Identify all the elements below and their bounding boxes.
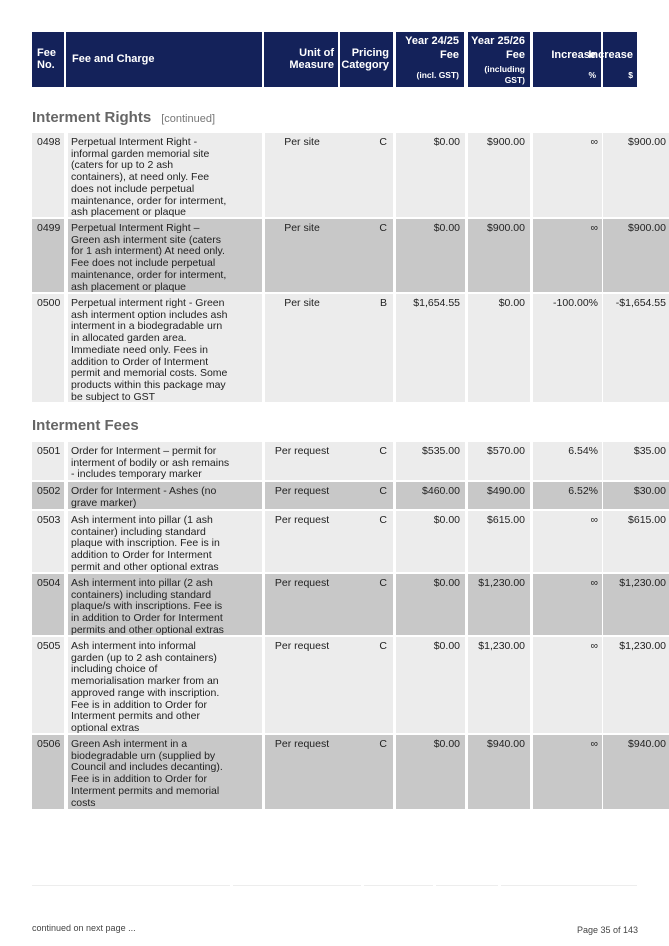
header-fee-no-line1: Fee	[37, 47, 56, 59]
increase-amt-cell: $1,230.00	[603, 637, 669, 733]
desc-line: ash placement or plaque	[71, 280, 186, 293]
unit-cell: Per site	[265, 294, 339, 402]
fee-2526-cell: $900.00	[468, 219, 530, 292]
desc-line: does not include perpetual	[71, 182, 195, 195]
unit-cell: Per request	[265, 574, 339, 635]
header-inc-pct-label: Increase	[551, 49, 596, 61]
table-row	[32, 294, 666, 403]
pricing-category-cell: C	[339, 133, 393, 217]
fee-2526-cell: $1,230.00	[468, 637, 530, 733]
fee-2425-cell: $0.00	[396, 735, 465, 809]
header-y2-top: Year 25/26	[471, 35, 525, 47]
desc-line: Perpetual interment right - Green	[71, 297, 225, 309]
header-inc-amt-sub: $	[628, 70, 633, 80]
unit-cell: Per request	[265, 511, 339, 572]
fee-description-cell	[68, 511, 262, 572]
unit-cell: Per site	[265, 219, 339, 292]
desc-line: interment in a biodegradable urn	[71, 320, 223, 333]
fee-2526-cell: $490.00	[468, 482, 530, 509]
fee-description-cell	[68, 219, 262, 292]
desc-line: Fee is in addition to Order for	[71, 773, 207, 786]
desc-line: maintenance, order for interment,	[71, 194, 227, 207]
fee-no-cell: 0501	[32, 442, 64, 480]
fee-no-cell: 0505	[32, 637, 64, 733]
unit-cell: Per request	[265, 442, 339, 480]
header-unit-line2: Measure	[289, 59, 334, 71]
footer-divider	[233, 885, 361, 886]
header-inc-amt-label: Increase	[588, 49, 633, 61]
desc-line: Interment permits and memorial	[71, 784, 220, 797]
desc-line: containers) including standard	[71, 588, 212, 601]
header-fee-charge	[66, 32, 262, 87]
section-title-text: Interment Fees	[32, 417, 139, 434]
header-fee-charge-label: Fee and Charge	[72, 53, 155, 65]
header-y2-mid: Fee	[506, 49, 525, 61]
fee-no-cell: 0499	[32, 219, 64, 292]
fee-description-cell	[68, 735, 262, 809]
desc-line: plaque/s with inscriptions. Fee is	[71, 600, 223, 613]
fee-2526-cell: $900.00	[468, 133, 530, 217]
fee-2425-cell: $0.00	[396, 574, 465, 635]
header-unit	[264, 32, 338, 87]
header-pricing	[340, 32, 393, 87]
fee-2425-cell: $0.00	[396, 133, 465, 217]
desc-line: permit and other optional extras	[71, 560, 219, 573]
fee-description-cell	[68, 294, 262, 402]
desc-line: grave marker)	[71, 496, 137, 509]
desc-line: Order for Interment – permit for	[71, 445, 217, 457]
desc-line: Fee does not include perpetual	[71, 257, 216, 270]
desc-line: products within this package may	[71, 378, 226, 391]
pricing-category-cell: C	[339, 482, 393, 509]
increase-pct-cell: 6.54%	[533, 442, 602, 480]
desc-line: container) including standard	[71, 525, 206, 538]
desc-line: Immediate need only. Fees in	[71, 343, 208, 356]
increase-amt-cell: -$1,654.55	[603, 294, 669, 402]
header-fee-no	[32, 32, 64, 87]
increase-amt-cell: $940.00	[603, 735, 669, 809]
desc-line: plaque with inscription. Fee is in	[71, 537, 220, 550]
header-fee-no-line2: No.	[37, 59, 55, 71]
fee-2425-cell: $0.00	[396, 219, 465, 292]
desc-line: Perpetual Interment Right –	[71, 222, 200, 234]
header-year-2425	[396, 32, 464, 87]
fee-description-cell	[68, 574, 262, 635]
desc-line: Ash interment into informal	[71, 640, 196, 652]
header-year-2526	[468, 32, 530, 87]
pricing-category-cell: C	[339, 219, 393, 292]
desc-line: Ash interment into pillar (1 ash	[71, 514, 213, 526]
desc-line: containers), at need only. Fee	[71, 171, 210, 184]
desc-line: interment of bodily or ash remains	[71, 456, 230, 469]
increase-amt-cell: $900.00	[603, 219, 669, 292]
pricing-category-cell: B	[339, 294, 393, 402]
desc-line: permit and memorial costs. Some	[71, 367, 228, 380]
header-pricing-line2: Category	[341, 59, 389, 71]
fee-description-cell	[68, 133, 262, 217]
desc-line: memorialisation marker from an	[71, 675, 219, 688]
increase-pct-cell: -100.00%	[533, 294, 602, 402]
fee-no-cell: 0502	[32, 482, 64, 509]
table-row	[32, 482, 666, 509]
increase-pct-cell: ∞	[533, 735, 602, 809]
unit-cell: Per site	[265, 133, 339, 217]
desc-line: Fee is in addition to Order for	[71, 698, 207, 711]
pricing-category-cell: C	[339, 511, 393, 572]
desc-line: including choice of	[71, 663, 158, 676]
header-y1-top: Year 24/25	[405, 35, 459, 47]
desc-line: (caters for up to 2 ash	[71, 159, 174, 172]
desc-line: biodegradable urn (supplied by	[71, 749, 216, 762]
section-continued: [continued]	[161, 113, 216, 125]
footer-divider	[501, 885, 637, 886]
footer-divider	[32, 885, 230, 886]
increase-amt-cell: $900.00	[603, 133, 669, 217]
desc-line: for 1 ash interment) At need only.	[71, 245, 225, 258]
increase-pct-cell: 6.52%	[533, 482, 602, 509]
fee-description-cell	[68, 442, 262, 480]
fee-2425-cell: $460.00	[396, 482, 465, 509]
fee-description-cell	[68, 482, 262, 509]
increase-amt-cell: $1,230.00	[603, 574, 669, 635]
desc-line: addition to Order for Interment	[71, 549, 212, 562]
pricing-category-cell: C	[339, 735, 393, 809]
table-row	[32, 574, 666, 636]
unit-cell: Per request	[265, 637, 339, 733]
desc-line: Green ash interment site (caters	[71, 233, 221, 246]
fee-2526-cell: $570.00	[468, 442, 530, 480]
increase-amt-cell: $30.00	[603, 482, 669, 509]
header-pricing-line1: Pricing	[351, 47, 389, 59]
pricing-category-cell: C	[339, 442, 393, 480]
table-row	[32, 511, 666, 573]
desc-line: Perpetual Interment Right -	[71, 136, 198, 148]
desc-line: Order for Interment - Ashes (no	[71, 485, 217, 497]
page-number: Page 35 of 143	[576, 925, 638, 935]
increase-pct-cell: ∞	[533, 574, 602, 635]
unit-cell: Per request	[265, 735, 339, 809]
section-title-interment-fees	[32, 417, 139, 434]
desc-line: be subject to GST	[71, 390, 156, 403]
fee-no-cell: 0504	[32, 574, 64, 635]
fee-no-cell: 0506	[32, 735, 64, 809]
desc-line: maintenance, order for interment,	[71, 268, 227, 281]
header-inc-pct-sub: %	[588, 70, 596, 80]
desc-line: garden (up to 2 ash containers)	[71, 651, 217, 664]
table-row	[32, 442, 666, 481]
fee-2425-cell: $0.00	[396, 637, 465, 733]
header-y1-sub: (incl. GST)	[416, 70, 459, 80]
desc-line: ash placement or plaque	[71, 206, 186, 219]
fee-2526-cell: $940.00	[468, 735, 530, 809]
desc-line: optional extras	[71, 721, 140, 734]
pricing-category-cell: C	[339, 574, 393, 635]
desc-line: Ash interment into pillar (2 ash	[71, 577, 213, 589]
header-y2-sub1: (including	[484, 64, 525, 74]
fee-2425-cell: $535.00	[396, 442, 465, 480]
pricing-category-cell: C	[339, 637, 393, 733]
fee-2526-cell: $615.00	[468, 511, 530, 572]
desc-line: informal garden memorial site	[71, 147, 210, 160]
unit-cell: Per request	[265, 482, 339, 509]
increase-amt-cell: $615.00	[603, 511, 669, 572]
fee-2526-cell: $0.00	[468, 294, 530, 402]
desc-line: approved range with inscription.	[71, 686, 220, 699]
increase-pct-cell: ∞	[533, 637, 602, 733]
desc-line: in addition to Order for Interment	[71, 612, 223, 625]
section-title-interment-rights	[32, 109, 215, 126]
header-unit-line1: Unit of	[299, 47, 334, 59]
footer-divider	[436, 885, 498, 886]
fee-description-cell	[68, 637, 262, 733]
increase-pct-cell: ∞	[533, 133, 602, 217]
header-increase-amt-col	[588, 32, 637, 87]
desc-line: Interment permits and other	[71, 710, 200, 723]
continued-note: continued on next page ...	[32, 923, 136, 933]
footer-divider	[364, 885, 433, 886]
desc-line: addition to Order of Interment	[71, 355, 209, 368]
desc-line: Green Ash interment in a	[71, 738, 188, 750]
table-row	[32, 219, 666, 293]
header-y1-mid: Fee	[440, 49, 459, 61]
increase-pct-cell: ∞	[533, 511, 602, 572]
table-header	[32, 32, 637, 87]
increase-pct-cell: ∞	[533, 219, 602, 292]
fee-2526-cell: $1,230.00	[468, 574, 530, 635]
table-row	[32, 637, 666, 734]
section-title-text: Interment Rights	[32, 109, 152, 126]
table-row	[32, 735, 666, 809]
fee-no-cell: 0503	[32, 511, 64, 572]
increase-amt-cell: $35.00	[603, 442, 669, 480]
desc-line: in allocated garden area.	[71, 332, 187, 345]
fee-2425-cell: $1,654.55	[396, 294, 465, 402]
header-y2-sub2: GST)	[504, 75, 525, 85]
desc-line: Council and includes decanting).	[71, 761, 223, 774]
desc-line: - includes temporary marker	[71, 468, 202, 481]
desc-line: costs	[71, 796, 96, 809]
fee-no-cell: 0498	[32, 133, 64, 217]
desc-line: ash interment option includes ash	[71, 308, 228, 321]
desc-line: permits and other optional extras	[71, 623, 224, 636]
table-row	[32, 133, 666, 219]
fee-2425-cell: $0.00	[396, 511, 465, 572]
fee-no-cell: 0500	[32, 294, 64, 402]
